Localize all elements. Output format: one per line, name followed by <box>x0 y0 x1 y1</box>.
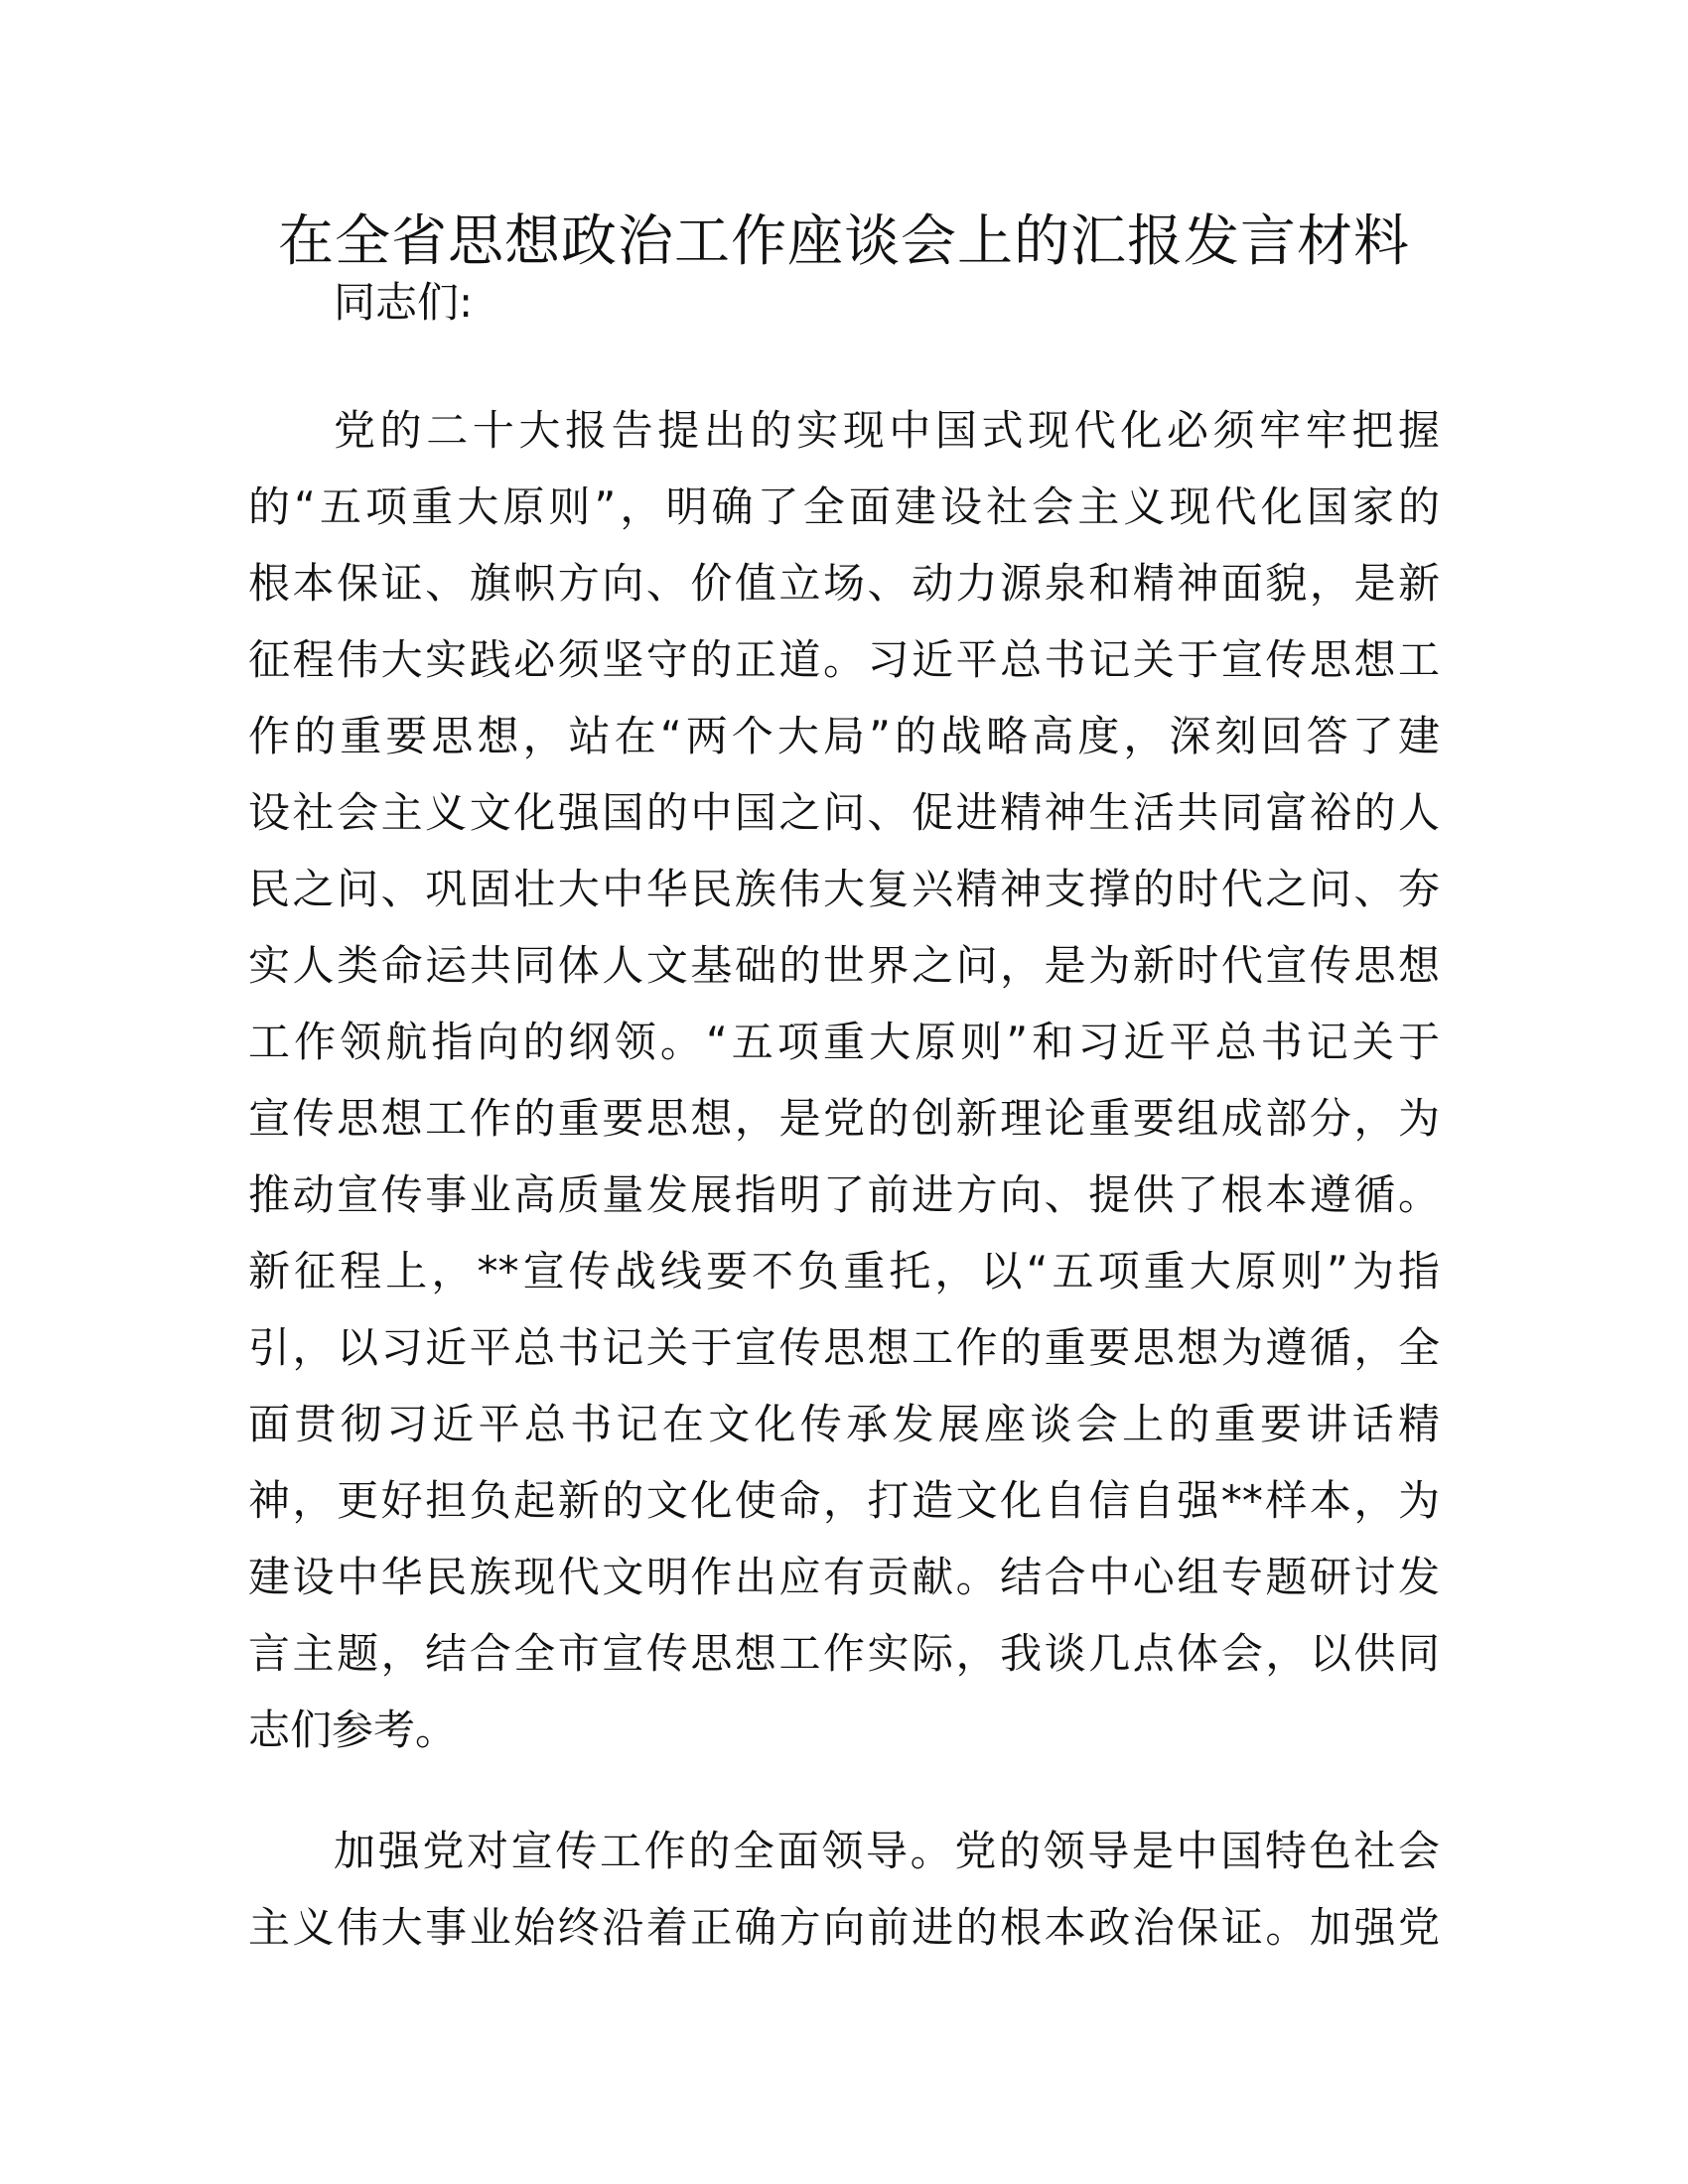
paragraph-1-line: 言主题，结合全市宣传思想工作实际，我谈几点体会，以供同 <box>248 1629 1440 1678</box>
paragraph-1-line: 新征程上，**宣传战线要不负重托，以“五项重大原则”为指 <box>248 1247 1440 1296</box>
paragraph-1-line: 的“五项重大原则”，明确了全面建设社会主义现代化国家的 <box>248 482 1440 531</box>
paragraph-1-line: 引，以习近平总书记关于宣传思想工作的重要思想为遵循，全 <box>248 1323 1440 1372</box>
paragraph-1-line: 实人类命运共同体人文基础的世界之问，是为新时代宣传思想 <box>248 941 1440 990</box>
paragraph-1-line: 神，更好担负起新的文化使命，打造文化自信自强**样本，为 <box>248 1476 1440 1525</box>
paragraph-1-line: 民之问、巩固壮大中华民族伟大复兴精神支撑的时代之问、夯 <box>248 865 1440 913</box>
paragraph-1-line: 推动宣传事业高质量发展指明了前进方向、提供了根本遵循。 <box>248 1170 1440 1219</box>
paragraph-2 <box>248 1813 1440 1966</box>
document-title: 在全省思想政治工作座谈会上的汇报发言材料 <box>278 209 1410 274</box>
greeting: 同志们: <box>334 278 474 327</box>
paragraph-1-line: 宣传思想工作的重要思想，是党的创新理论重要组成部分，为 <box>248 1094 1440 1143</box>
paragraph-2-line: 加强党对宣传工作的全面领导。党的领导是中国特色社会 <box>334 1827 1440 1875</box>
paragraph-2-line: 主义伟大事业始终沿着正确方向前进的根本政治保证。加强党 <box>248 1903 1440 1952</box>
paragraph-1-line: 党的二十大报告提出的实现中国式现代化必须牢牢把握 <box>334 406 1440 455</box>
paragraph-1-line: 志们参考。 <box>248 1706 458 1754</box>
paragraph-1-line: 建设中华民族现代文明作出应有贡献。结合中心组专题研讨发 <box>248 1553 1440 1601</box>
paragraph-1 <box>248 392 1440 1768</box>
paragraph-1-line: 设社会主义文化强国的中国之问、促进精神生活共同富裕的人 <box>248 788 1440 837</box>
paragraph-1-line: 征程伟大实践必须坚守的正道。习近平总书记关于宣传思想工 <box>248 635 1440 684</box>
paragraph-1-line: 工作领航指向的纲领。“五项重大原则”和习近平总书记关于 <box>248 1018 1440 1066</box>
paragraph-1-line: 作的重要思想，站在“两个大局”的战略高度，深刻回答了建 <box>248 712 1440 760</box>
paragraph-1-line: 面贯彻习近平总书记在文化传承发展座谈会上的重要讲话精 <box>248 1400 1440 1448</box>
paragraph-1-line: 根本保证、旗帜方向、价值立场、动力源泉和精神面貌，是新 <box>248 559 1440 608</box>
